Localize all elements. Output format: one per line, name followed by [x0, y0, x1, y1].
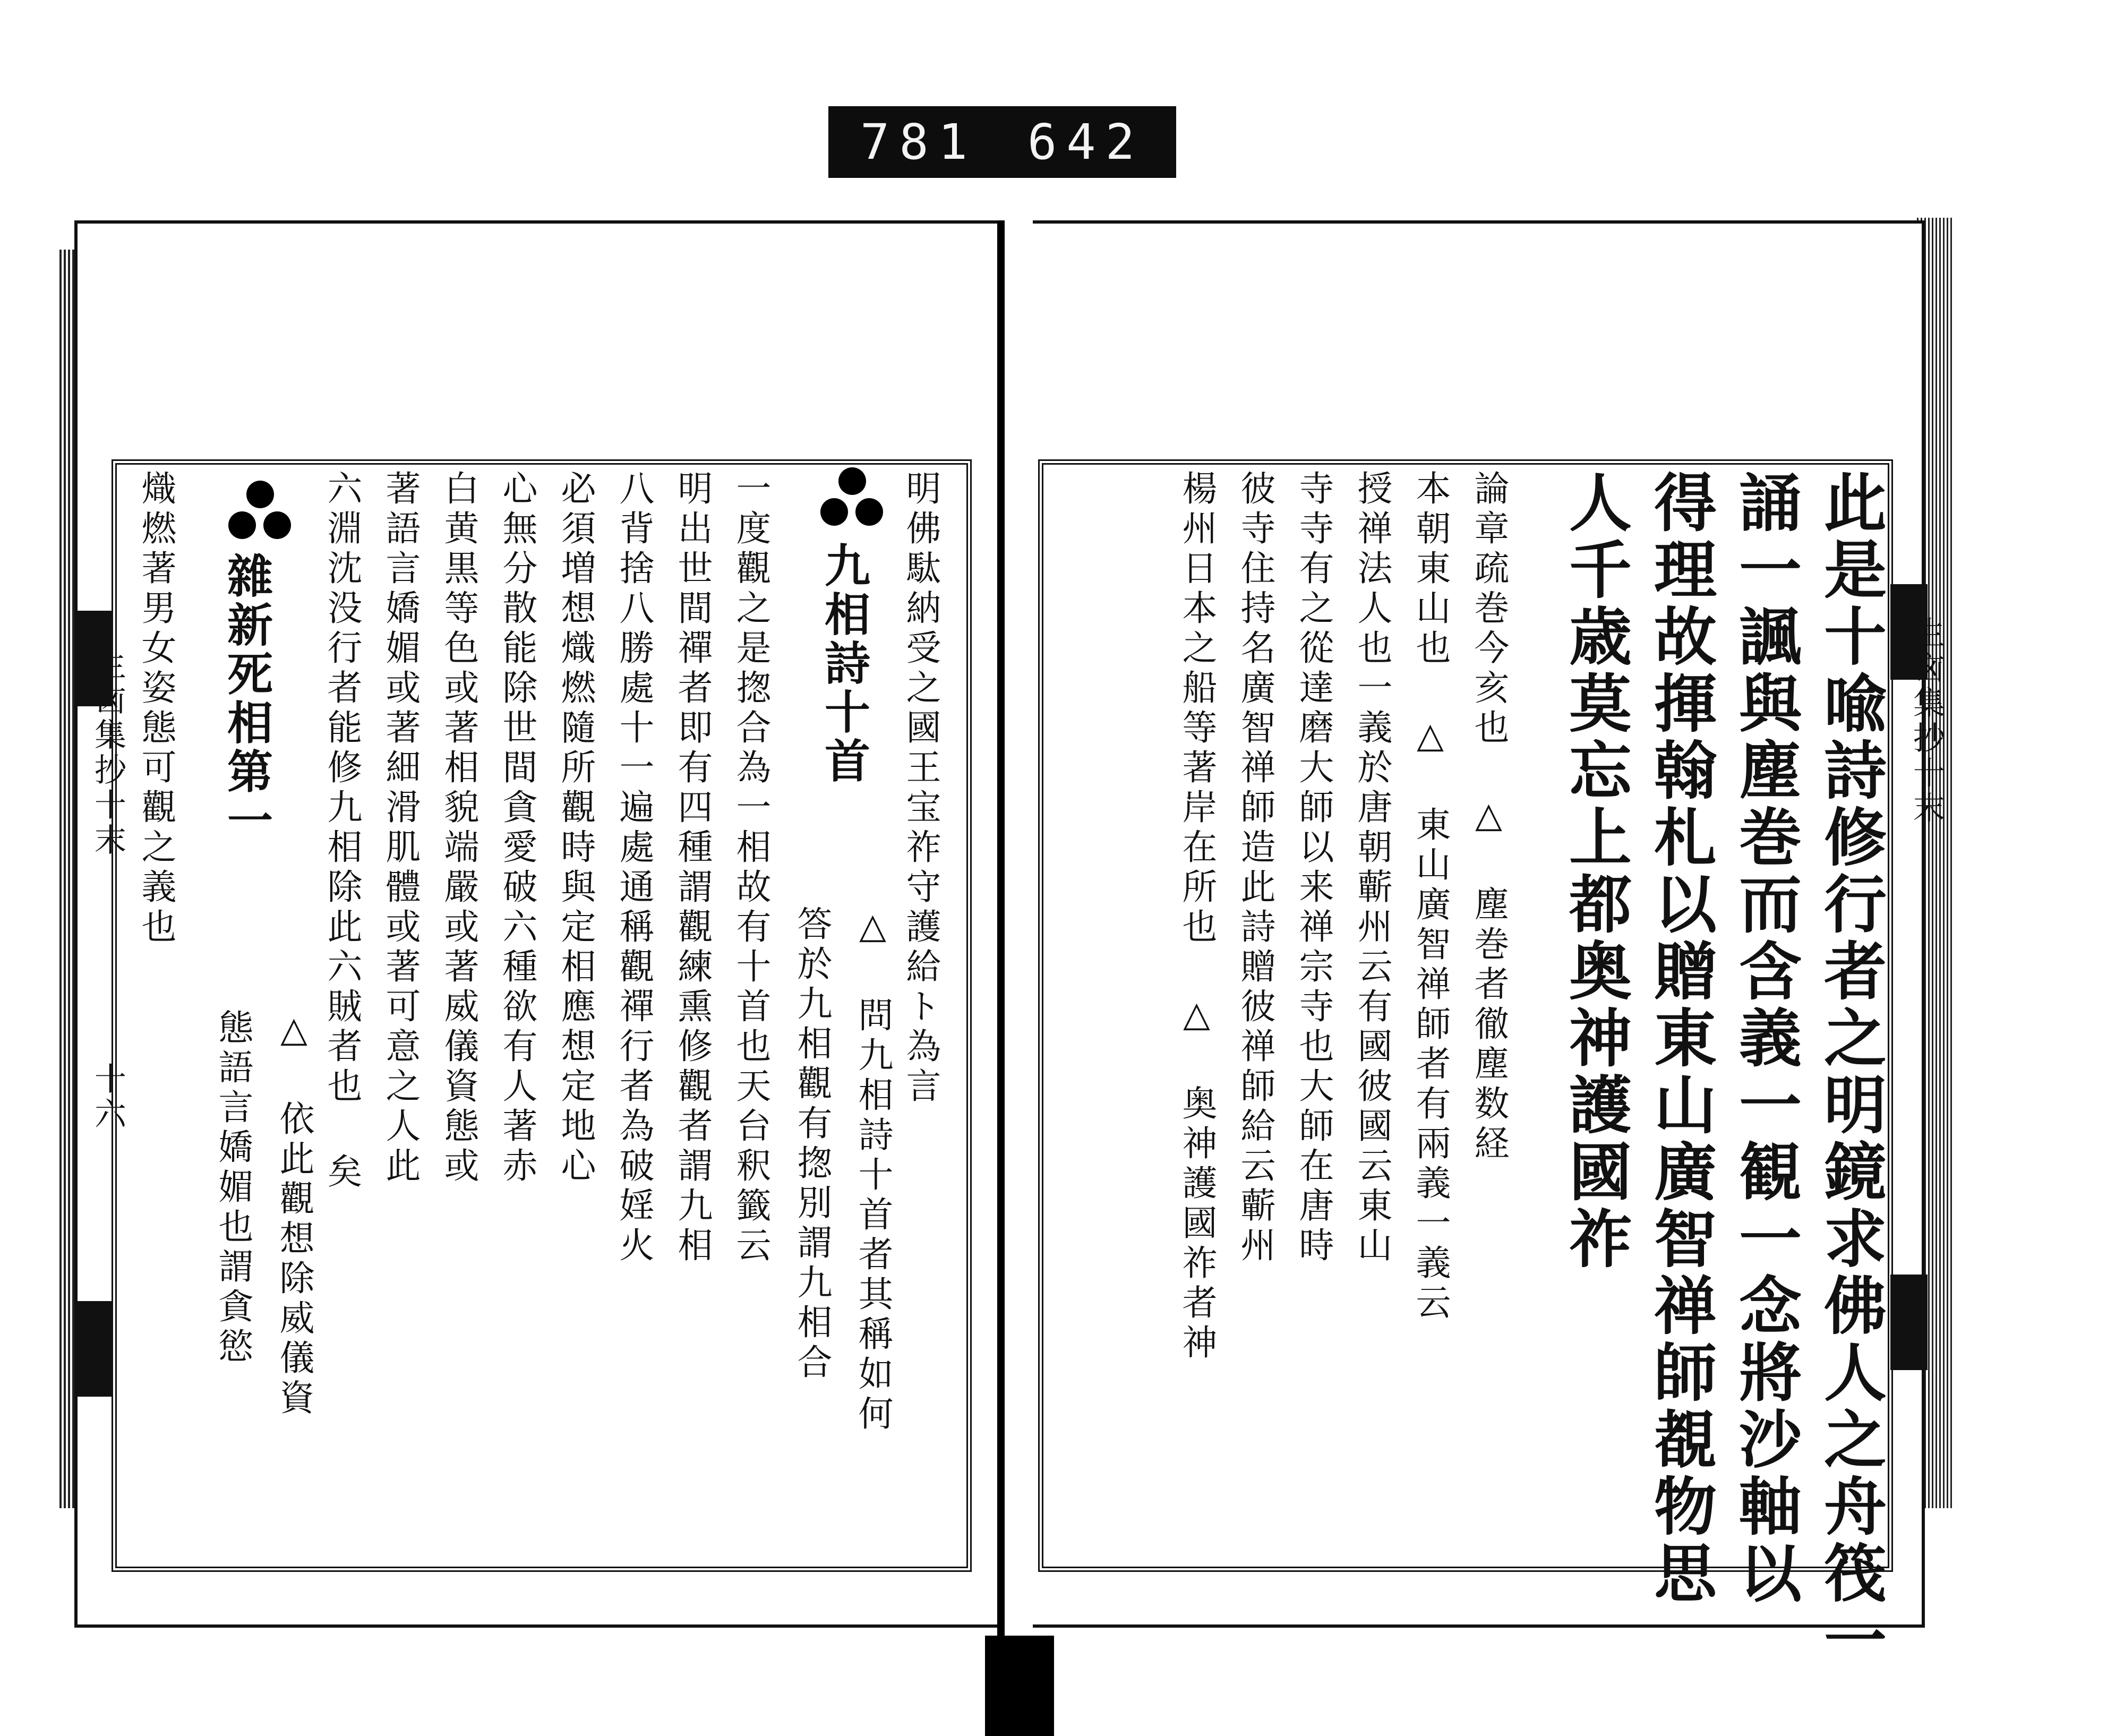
section-title-zasshinshi: 雜新死相第一: [219, 552, 273, 845]
section-mark-icon-2: [228, 481, 292, 544]
call-number-label: [828, 106, 1176, 178]
right-folio-label: 生㐫集抄十末: [1908, 616, 1945, 826]
left-column-5: 明出世間禪者即有四種謂觀練熏修觀者謂九相: [672, 470, 713, 1267]
call-number-right: 642: [1027, 114, 1144, 170]
left-column-7: 必須増想熾燃隨所觀時與定相應想定地心: [555, 470, 596, 1187]
left-column-1: 明佛駄納受之國王宝祚守護給ト為言: [900, 470, 941, 1107]
section-mark-icon: [820, 467, 884, 531]
left-column-4: 一度觀之是揔合為一相故有十首也天台釈籤云: [730, 470, 771, 1267]
section-title-kuso-shi: 九相詩十首: [817, 542, 870, 786]
left-column-13: 態語言嬌媚也謂貪慾: [212, 1009, 253, 1367]
left-folio-number: 十六: [89, 1062, 126, 1132]
left-folio-label: 生㐫集抄十末: [89, 648, 126, 858]
right-column-3: 得理故揮翰札以贈東山廣智禅師覩物思: [1643, 470, 1717, 1607]
right-column-10: 楊州日本之船等著岸在所也 △ 奥神護國祚者神: [1176, 470, 1217, 1364]
book-gutter: [997, 220, 1005, 1734]
right-column-7: 授禅法人也一義於唐朝蘄州云有國彼國云東山: [1351, 470, 1392, 1267]
left-column-14: 熾燃著男女姿態可觀之義也: [135, 470, 176, 948]
right-column-1: 此是十喩詩修行者之明鏡求佛人之舟筏一: [1813, 470, 1887, 1674]
left-column-11: 六淵沈没行者能修九相除此六賊者也 矣: [321, 470, 362, 1193]
left-column-10: 著語言嬌媚或著細滑肌體或著可意之人此: [380, 470, 421, 1187]
book-gutter-foot: [985, 1636, 1054, 1736]
right-column-9: 彼寺住持名廣智禅師造此詩贈彼禅師給云蘄州: [1235, 470, 1275, 1267]
left-column-2: △ 問九相詩十首者其稱如何: [852, 905, 893, 1435]
left-column-12: △ 依此觀想除威儀資: [273, 1009, 314, 1419]
right-column-8: 寺寺有之從達磨大師以来禅宗寺也大師在唐時: [1293, 470, 1334, 1267]
left-column-6: 八背捨八勝處十一遍處通稱觀禪行者為破婬火: [613, 470, 654, 1267]
right-fold-mark-bottom: [1890, 1275, 1928, 1370]
left-column-9: 白黄黒等色或著相貌端嚴或著威儀資態或: [438, 470, 479, 1187]
left-column-3: 答於九相觀有揔別謂九相合: [791, 905, 832, 1383]
left-column-8: 心無分散能除世間貪愛破六種欲有人著赤: [496, 470, 537, 1187]
right-column-5: 論章疏巻今亥也 △ 塵巻者徹塵数経: [1468, 470, 1509, 1165]
right-column-4: 人千歳莫忘上都奥神護國祚: [1558, 470, 1632, 1273]
right-column-6: 本朝東山也 △ 東山廣智禅師者有兩義一義云: [1410, 470, 1451, 1324]
call-number-left: 781: [860, 114, 978, 170]
left-fold-mark-bottom: [74, 1301, 112, 1397]
right-column-2: 誦一諷與塵巻而含義一観一念將沙軸以: [1728, 470, 1802, 1607]
